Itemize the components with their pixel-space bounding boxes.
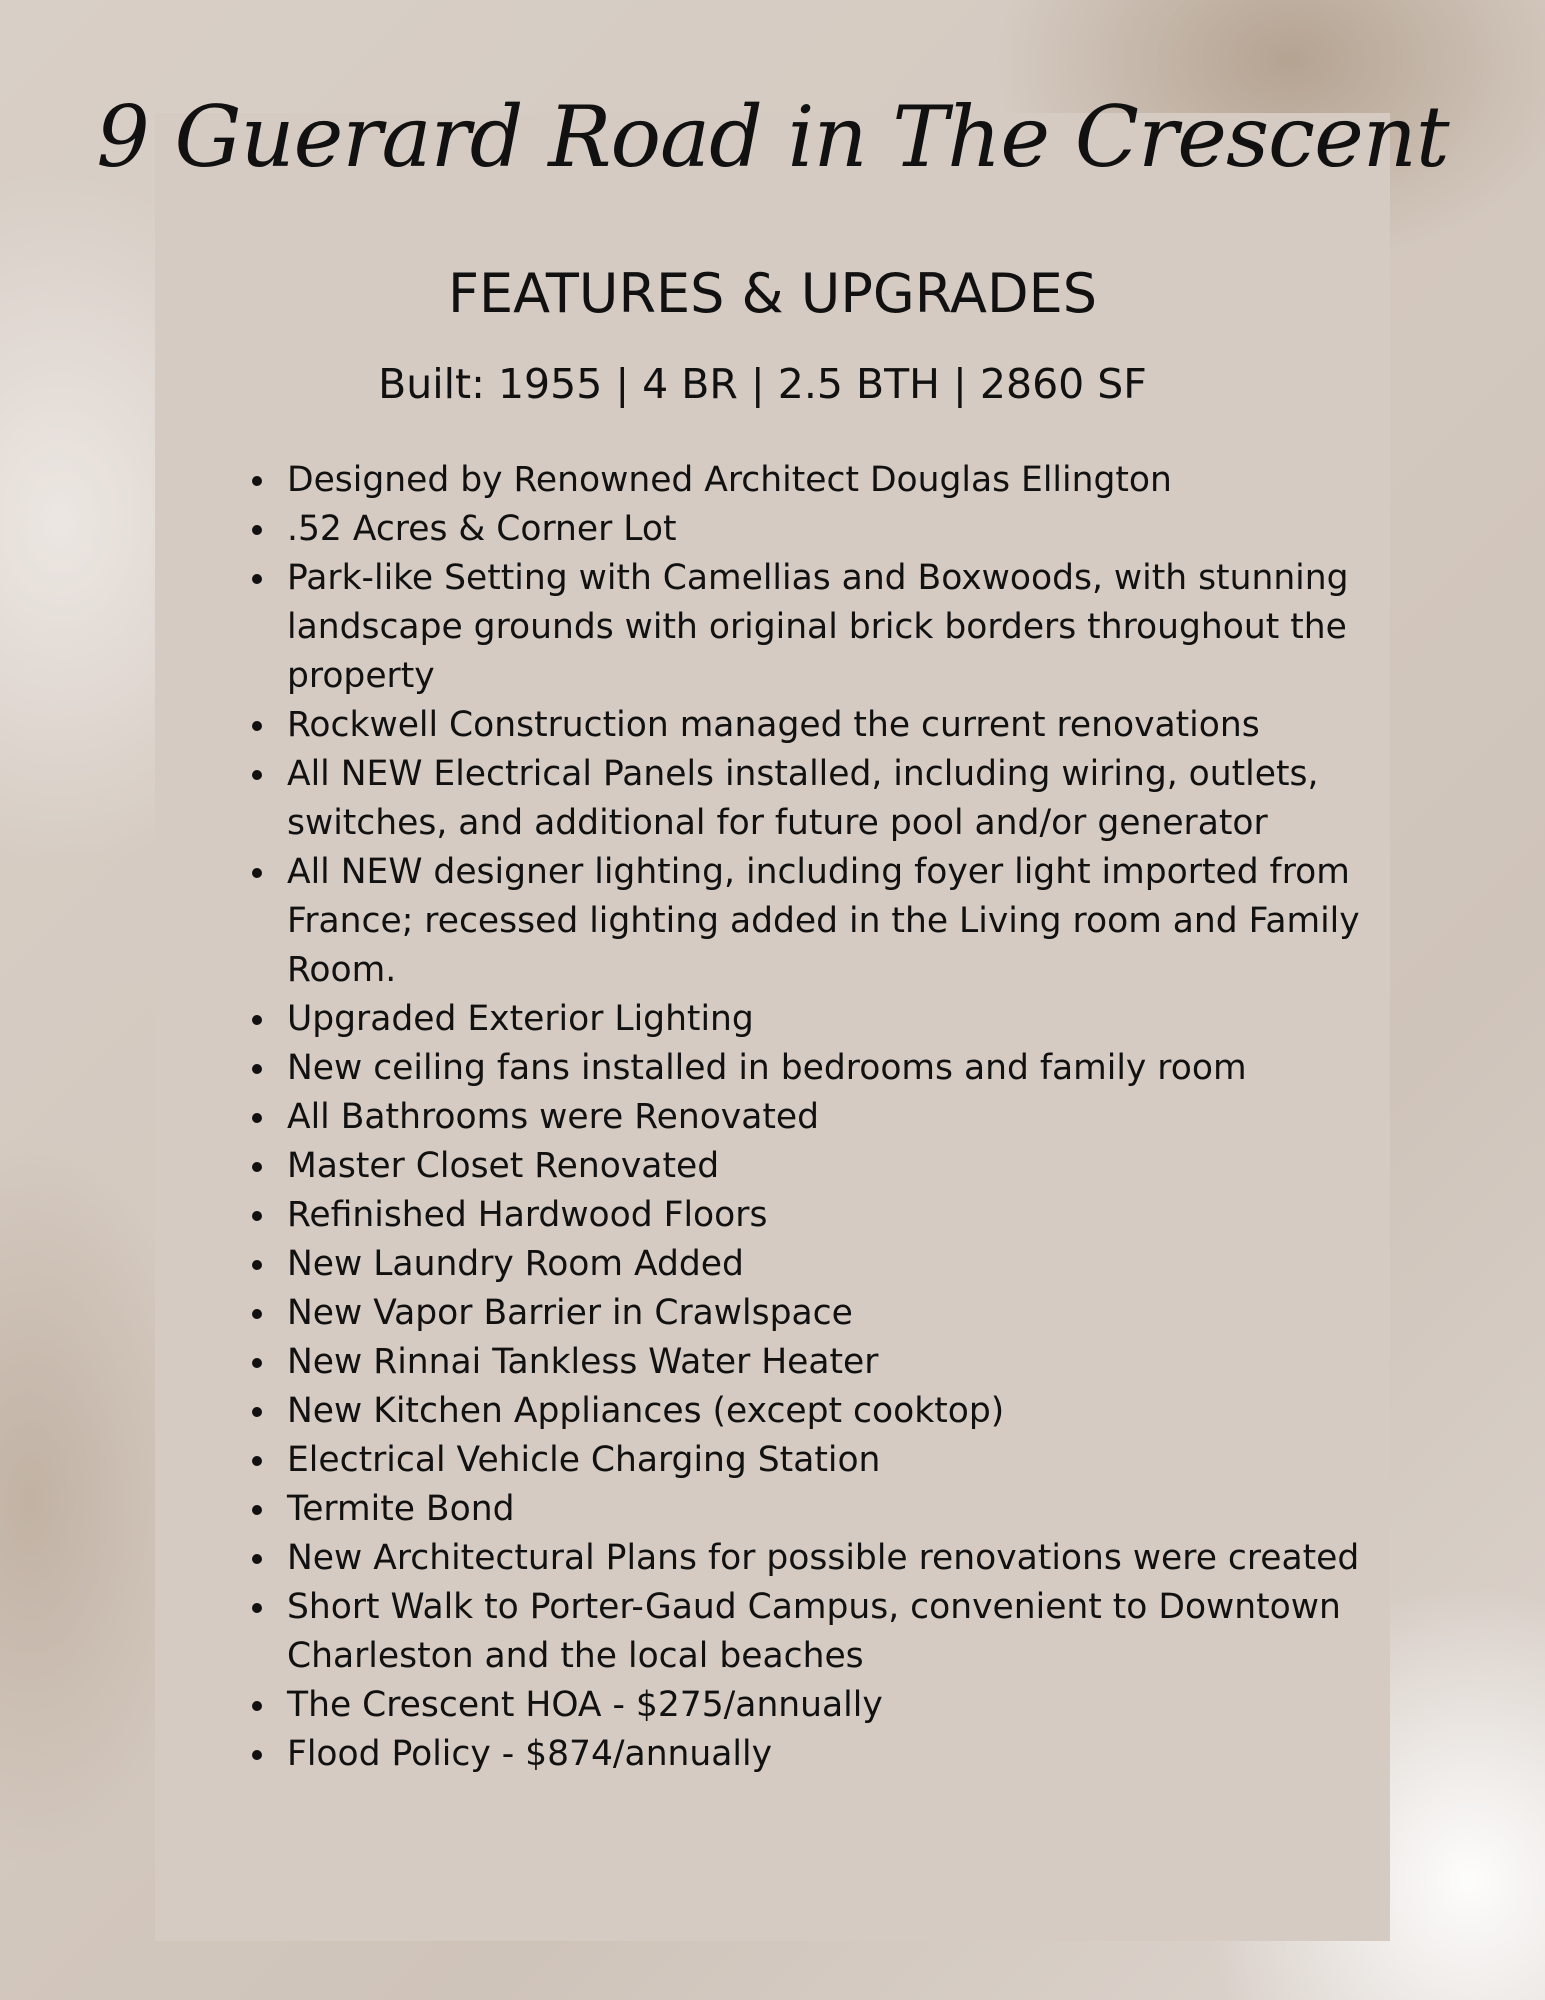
feature-item: Upgraded Exterior Lighting <box>287 995 1362 1044</box>
feature-item: All NEW designer lighting, including foyer light imported from France; recessed lighting added in the Living room and Family Room. <box>287 848 1362 995</box>
feature-item: All NEW Electrical Panels installed, including wiring, outlets, switches, and additional for future pool and/or generator <box>287 750 1362 848</box>
feature-item: New Architectural Plans for possible renovations were created <box>287 1534 1362 1583</box>
feature-item: Short Walk to Porter-Gaud Campus, convenient to Downtown Charleston and the local beaches <box>287 1583 1362 1681</box>
feature-item: New ceiling fans installed in bedrooms and family room <box>287 1044 1362 1093</box>
feature-item: New Rinnai Tankless Water Heater <box>287 1338 1362 1387</box>
features-list <box>287 456 1362 1779</box>
feature-item: New Laundry Room Added <box>287 1240 1362 1289</box>
feature-item: Refinished Hardwood Floors <box>287 1191 1362 1240</box>
feature-item: Designed by Renowned Architect Douglas Ellington <box>287 456 1362 505</box>
feature-item: Master Closet Renovated <box>287 1142 1362 1191</box>
feature-item: Rockwell Construction managed the current renovations <box>287 701 1362 750</box>
feature-item: Electrical Vehicle Charging Station <box>287 1436 1362 1485</box>
feature-item: New Vapor Barrier in Crawlspace <box>287 1289 1362 1338</box>
feature-item: Termite Bond <box>287 1485 1362 1534</box>
feature-item: All Bathrooms were Renovated <box>287 1093 1362 1142</box>
property-script-title: 9 Guerard Road in The Crescent <box>96 88 1449 186</box>
feature-item: Flood Policy - $874/annually <box>287 1730 1362 1779</box>
feature-item: Park-like Setting with Camellias and Boxwoods, with stunning landscape grounds with original brick borders throughout the property <box>287 554 1362 701</box>
feature-item: New Kitchen Appliances (except cooktop) <box>287 1387 1362 1436</box>
feature-item: .52 Acres & Corner Lot <box>287 505 1362 554</box>
property-specs: Built: 1955 | 4 BR | 2.5 BTH | 2860 SF <box>378 360 1147 408</box>
features-heading: FEATURES & UPGRADES <box>448 262 1097 325</box>
feature-item: The Crescent HOA - $275/annually <box>287 1681 1362 1730</box>
